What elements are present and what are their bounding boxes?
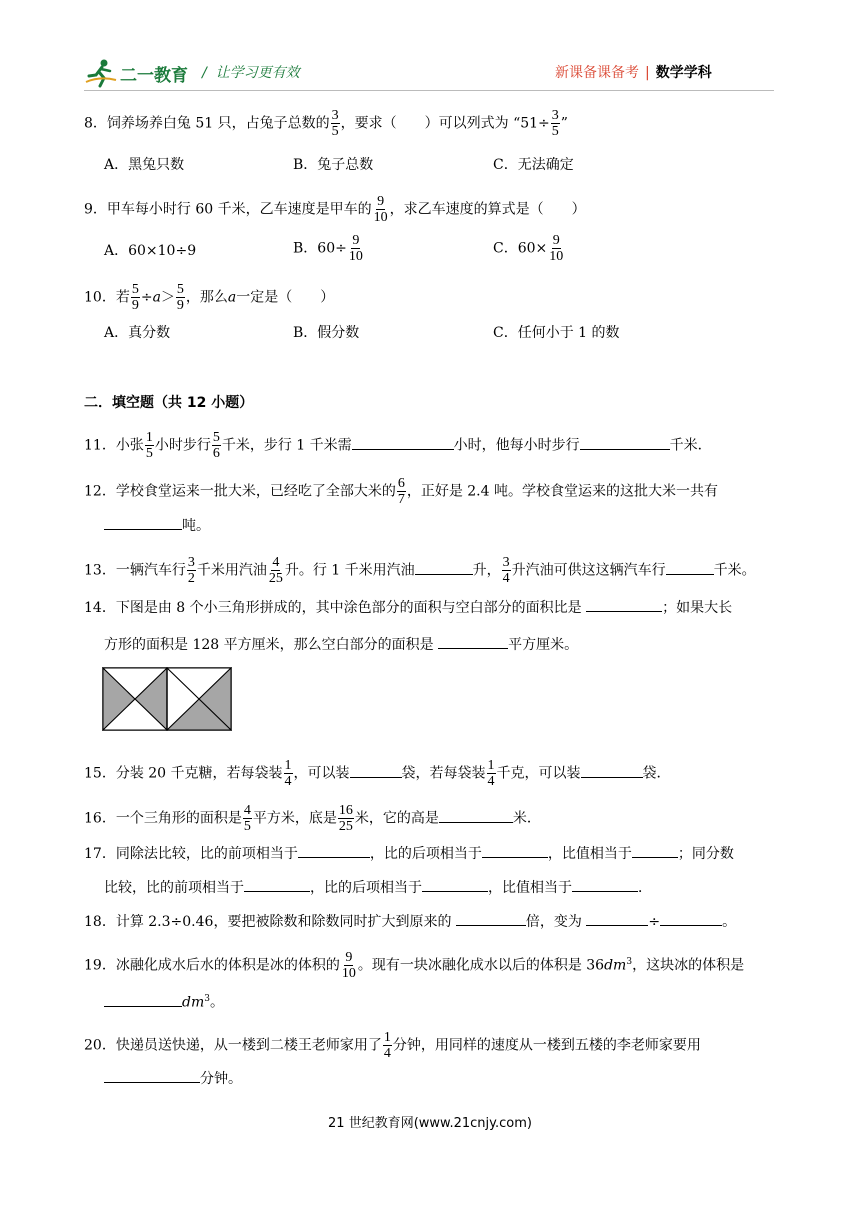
q13-fraction-3 [502, 555, 511, 586]
header-divider [84, 90, 774, 91]
q15-fraction-2 [487, 758, 496, 789]
header-subject-label: 数学学科 [655, 65, 712, 81]
q16-text-3: 米，它的高是 [354, 810, 439, 827]
page-footer: 21 世纪教育网(www.21cnjy.com) [328, 1116, 532, 1131]
q19-f-num: 9 [345, 950, 353, 965]
q19-number: 19． [84, 957, 116, 974]
question-12-cont [104, 515, 210, 536]
q11-f1-den: 5 [145, 446, 153, 461]
q10-f2-num: 5 [176, 282, 184, 297]
q13-fraction-1 [187, 555, 196, 586]
question-20-cont [104, 1068, 242, 1089]
q10-text-4: ，那么 [185, 289, 228, 306]
q11-text-1: 小张 [115, 437, 144, 454]
q18-blank-1[interactable] [456, 911, 526, 926]
q20-fraction [383, 1030, 392, 1061]
q9-number: 9． [84, 201, 107, 218]
q15-f2-num: 1 [487, 758, 495, 773]
q14-blank-1[interactable] [586, 597, 662, 612]
q8-f1-num: 3 [331, 108, 339, 123]
q19-text-1: 冰融化成水后水的体积是冰的体积的 [115, 957, 340, 974]
q14-text-1: 下图是由 8 个小三角形拼成的，其中涂色部分的面积与空白部分的面积比是 [115, 600, 582, 616]
question-17 [84, 843, 734, 864]
q11-fraction-1 [145, 430, 154, 461]
q8-option-b[interactable]: B．兔子总数 [293, 157, 374, 173]
header-separator: | [645, 65, 650, 81]
q14-text-2: ；如果大长 [662, 600, 733, 616]
q15-number: 15． [84, 765, 116, 782]
q11-f2-num: 5 [212, 430, 220, 445]
q15-text-2: ，可以装 [293, 765, 350, 782]
q17-blank-4[interactable] [244, 877, 310, 892]
q16-fraction-1 [243, 803, 252, 834]
question-15 [84, 758, 671, 789]
header-course-label: 新课备课备考 [555, 65, 639, 81]
q9-c-text: C．60× [493, 240, 548, 257]
q10-option-b[interactable]: B．假分数 [293, 325, 360, 341]
q14-blank-2[interactable] [438, 634, 508, 649]
q18-number: 18． [84, 914, 116, 930]
q8-fraction-2 [551, 108, 560, 139]
q8-f2-num: 3 [551, 108, 559, 123]
q9-option-c[interactable] [493, 233, 565, 264]
q15-blank-2[interactable] [581, 763, 643, 778]
q10-f1-den: 9 [131, 298, 139, 313]
q17-blank-1[interactable] [298, 843, 370, 858]
q8-option-a[interactable]: A．黑兔只数 [104, 157, 185, 173]
q20-blank[interactable] [104, 1068, 200, 1083]
slogan-slash: / [202, 65, 207, 81]
q9-c-den: 10 [549, 249, 564, 264]
q16-blank[interactable] [439, 808, 513, 823]
q18-blank-2[interactable] [586, 911, 648, 926]
q14-text-3: 方形的面积是 128 平方厘米，那么空白部分的面积是 [104, 637, 434, 653]
q20-text-2: 分钟，用同样的速度从一楼到五楼的李老师家要用 [392, 1037, 701, 1054]
q16-f2-num: 16 [338, 803, 353, 818]
q13-text-1: 一辆汽车行 [115, 562, 186, 579]
q19-unit-2: dm [182, 994, 205, 1011]
q13-text-3: 升。行 1 千米用汽油 [284, 562, 415, 579]
q13-text-2: 千米用汽油 [196, 562, 267, 579]
q13-text-4: 升， [472, 562, 501, 579]
q17-blank-3[interactable] [632, 843, 678, 858]
q14-text-4: 平方厘米。 [508, 637, 579, 653]
section-2-title: 二．填空题（共 12 小题） [84, 395, 254, 411]
q15-blank-1[interactable] [350, 763, 402, 778]
q12-number: 12． [84, 483, 116, 500]
q9-f-num: 9 [377, 194, 385, 209]
q8-option-c[interactable]: C．无法确定 [493, 157, 574, 173]
q15-f1-num: 1 [284, 758, 292, 773]
q16-text-4: 米． [512, 810, 541, 827]
q12-f-num: 6 [397, 476, 405, 491]
q13-f1-num: 3 [187, 555, 195, 570]
q18-text-3: ÷ [648, 914, 661, 930]
q14-number: 14． [84, 600, 116, 616]
q20-f-den: 4 [383, 1046, 391, 1061]
q12-text-3: 吨。 [182, 518, 210, 534]
q9-option-a[interactable]: A．60×10÷9 [104, 243, 197, 259]
q15-fraction-1 [284, 758, 293, 789]
q9-b-num: 9 [352, 233, 360, 248]
question-10 [84, 282, 334, 313]
running-man-icon [84, 58, 118, 88]
q13-fraction-2 [268, 555, 284, 586]
q10-option-a[interactable]: A．真分数 [104, 325, 171, 341]
q13-f3-den: 4 [502, 571, 510, 586]
q13-text-6: 千米。 [713, 562, 756, 579]
q13-text-5: 升汽油可供这这辆汽车行 [511, 562, 666, 579]
q12-text-2: ，正好是 2.4 吨。学校食堂运来的这批大米一共有 [406, 483, 718, 500]
q16-f2-den: 25 [338, 819, 353, 834]
q17-blank-5[interactable] [422, 877, 488, 892]
q18-text-4: 。 [722, 914, 737, 930]
q17-text-4: ；同分数 [677, 846, 734, 862]
q18-text-1: 计算 2.3÷0.46，要把被除数和除数同时扩大到原来的 [115, 914, 452, 930]
q20-text-1: 快递员送快递，从一楼到二楼王老师家用了 [115, 1037, 382, 1054]
q10-number: 10． [84, 289, 116, 306]
q8-text-3: ” [560, 115, 568, 132]
q15-text-1: 分装 20 千克糖，若每袋装 [115, 765, 283, 782]
q10-fraction-1 [131, 282, 140, 313]
q17-text-1: 同除法比较，比的前项相当于 [115, 846, 298, 862]
q16-text-1: 一个三角形的面积是 [115, 810, 242, 827]
header-subject [555, 62, 712, 82]
q19-text-4: 。 [209, 994, 224, 1011]
header-slogan [202, 62, 300, 82]
q11-f2-den: 6 [212, 446, 220, 461]
q16-f1-num: 4 [243, 803, 251, 818]
q11-blank-1[interactable] [352, 435, 454, 450]
q17-text-2: ，比的后项相当于 [369, 846, 482, 862]
slogan-text: 让学习更有效 [215, 65, 300, 81]
q19-fraction [341, 950, 357, 981]
q10-f2-den: 9 [176, 298, 184, 313]
question-14 [84, 597, 732, 618]
question-20 [84, 1030, 701, 1061]
q12-text-1: 学校食堂运来一批大米，已经吃了全部大米的 [115, 483, 396, 500]
logo-text: 二一教育 [120, 65, 188, 86]
question-12 [84, 476, 718, 507]
q10-text-2: ÷ [140, 289, 153, 306]
q9-f-den: 10 [373, 210, 388, 225]
q10-fraction-2 [176, 282, 185, 313]
q19-unit: dm [604, 957, 627, 974]
q16-number: 16． [84, 810, 116, 827]
q17-text-6: ，比的后项相当于 [310, 880, 422, 896]
q11-text-2: 小时步行 [154, 437, 211, 454]
q16-fraction-2 [338, 803, 354, 834]
q17-text-8: ． [638, 880, 652, 896]
q13-f1-den: 2 [187, 571, 195, 586]
q19-f-den: 10 [341, 966, 356, 981]
q9-option-b[interactable] [293, 233, 365, 264]
q10-text-5: 一定是（ ） [236, 289, 335, 306]
q19-text-2: 。现有一块冰融化成水以后的体积是 36 [357, 957, 605, 974]
q12-blank[interactable] [104, 515, 182, 530]
question-9 [84, 194, 586, 225]
q15-f2-den: 4 [487, 774, 495, 789]
q10-text-1: 若 [115, 289, 130, 306]
question-14-cont [104, 634, 578, 655]
q8-text-1: 饲养场养白兔 51 只，占兔子总数的 [106, 115, 330, 132]
q10-var-a-2: a [227, 289, 237, 306]
q11-text-5: 千米． [669, 437, 712, 454]
q9-b-fraction [348, 233, 364, 264]
q18-blank-3[interactable] [660, 911, 722, 926]
question-8 [84, 108, 568, 139]
q18-text-2: 倍，变为 [525, 914, 582, 930]
q12-fraction [397, 476, 406, 507]
q17-number: 17． [84, 846, 116, 862]
question-19-cont [104, 989, 224, 1013]
question-18 [84, 911, 736, 932]
question-11 [84, 430, 712, 461]
q12-f-den: 7 [397, 492, 405, 507]
q10-f1-num: 5 [131, 282, 139, 297]
q11-fraction-2 [212, 430, 221, 461]
q17-blank-2[interactable] [482, 843, 548, 858]
q20-number: 20． [84, 1037, 116, 1054]
q15-text-4: 千克，可以装 [496, 765, 581, 782]
q13-f2-num: 4 [272, 555, 280, 570]
question-16 [84, 803, 541, 834]
q10-text-3: ＞ [160, 289, 175, 306]
q17-blank-6[interactable] [572, 877, 638, 892]
q8-fraction-1 [331, 108, 340, 139]
q19-blank[interactable] [104, 992, 182, 1007]
q17-text-5: 比较，比的前项相当于 [104, 880, 244, 896]
q15-f1-den: 4 [284, 774, 292, 789]
q9-b-den: 10 [348, 249, 363, 264]
question-13 [84, 555, 756, 586]
q20-f-num: 1 [383, 1030, 391, 1045]
q20-text-3: 分钟。 [200, 1071, 242, 1087]
q11-blank-2[interactable] [580, 435, 670, 450]
q8-text-2: ，要求（ ）可以列式为 “51÷ [340, 115, 550, 132]
q19-unit-sup-2: 3 [204, 994, 210, 1004]
q10-var-a: a [152, 289, 161, 306]
q11-text-3: 千米，步行 1 千米需 [221, 437, 352, 454]
q8-number: 8． [84, 115, 107, 132]
q13-f2-den: 25 [268, 571, 283, 586]
q16-text-2: 平方米，底是 [252, 810, 337, 827]
question-19 [84, 950, 744, 981]
q16-f1-den: 5 [243, 819, 251, 834]
q17-text-7: ，比值相当于 [488, 880, 572, 896]
q8-f1-den: 5 [331, 124, 339, 139]
q15-text-3: 袋，若每袋装 [401, 765, 486, 782]
q8-f2-den: 5 [551, 124, 559, 139]
q19-unit-sup: 3 [626, 956, 633, 967]
q9-c-fraction [548, 233, 564, 264]
q13-f3-num: 3 [502, 555, 510, 570]
q11-f1-num: 1 [145, 430, 153, 445]
q9-fraction [373, 194, 389, 225]
q13-blank-1[interactable] [415, 560, 473, 575]
q9-b-text: B．60÷ [293, 240, 347, 257]
q9-text-1: 甲车每小时行 60 千米，乙车速度是甲车的 [106, 201, 372, 218]
q13-number: 13． [84, 562, 116, 579]
question-17-cont [104, 877, 652, 898]
q11-text-4: 小时，他每小时步行 [453, 437, 580, 454]
q19-text-3: ，这块冰的体积是 [632, 957, 745, 974]
q13-blank-2[interactable] [666, 560, 714, 575]
q11-number: 11． [84, 437, 116, 454]
brand-logo [84, 58, 188, 88]
triangle-rectangle-figure [102, 667, 232, 731]
q17-text-3: ，比值相当于 [547, 846, 632, 862]
q9-c-num: 9 [552, 233, 560, 248]
q9-text-2: ，求乙车速度的算式是（ ） [389, 201, 586, 218]
q10-option-c[interactable]: C．任何小于 1 的数 [493, 325, 620, 341]
q15-text-5: 袋． [642, 765, 671, 782]
